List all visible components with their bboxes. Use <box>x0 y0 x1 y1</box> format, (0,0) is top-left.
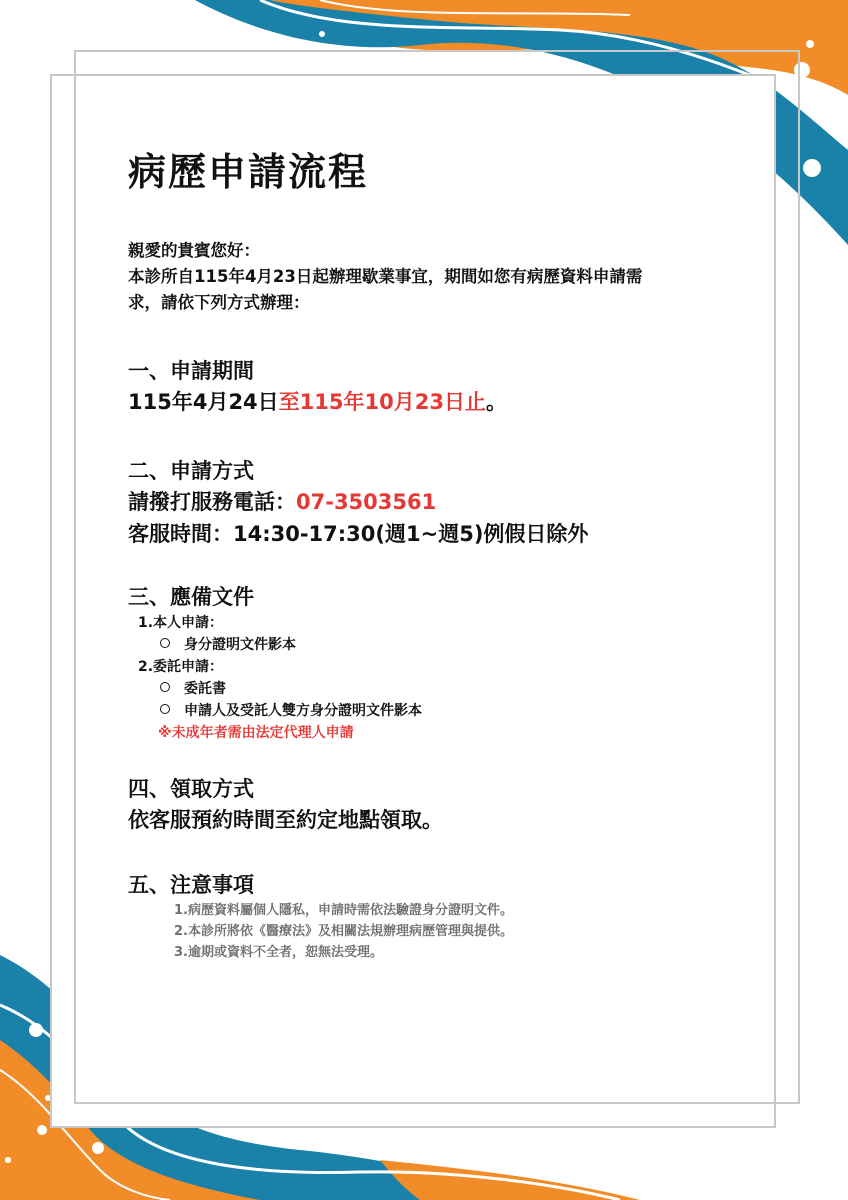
top-dot <box>319 31 325 37</box>
greeting-line-2: 求，請依下列方式辦理： <box>128 292 310 312</box>
period-start: 115年4月24日 <box>128 389 279 414</box>
section-period-heading: 一、申請期間 <box>128 358 254 383</box>
bottom-dot <box>5 1157 11 1163</box>
note-item: 2.本診所將依《醫療法》及相關法規辦理病歷管理與提供。 <box>174 923 513 939</box>
phone-number[interactable]: 07-3503561 <box>296 489 437 514</box>
list-item: 委託書 <box>128 678 748 700</box>
note-item: 1.病歷資料屬個人隱私，申請時需依法驗證身分證明文件。 <box>174 902 513 918</box>
top-dot <box>803 159 821 177</box>
section-notes <box>128 870 748 963</box>
pickup-text: 依客服預約時間至約定地點領取。 <box>128 807 443 832</box>
self-application-label: 1.本人申請： <box>138 614 224 631</box>
bottom-dot <box>37 1125 47 1135</box>
section-method <box>128 456 748 550</box>
section-period <box>128 356 748 418</box>
bottom-dot <box>29 1023 43 1037</box>
circle-bullet-icon <box>160 704 170 714</box>
circle-bullet-icon <box>160 638 170 648</box>
section-notes-heading: 五、注意事項 <box>128 872 254 897</box>
section-documents-heading: 三、應備文件 <box>128 584 254 609</box>
bottom-dot <box>92 1142 104 1154</box>
greeting <box>128 238 748 316</box>
top-dot <box>806 40 814 48</box>
period-dates <box>128 386 748 418</box>
list-item: 申請人及受託人雙方身分證明文件影本 <box>128 700 748 722</box>
greeting-line-1: 本診所自115年4月23日起辦理歇業事宜，期間如您有病歷資料申請需 <box>128 266 643 286</box>
circle-bullet-icon <box>160 682 170 692</box>
document-content <box>128 150 748 963</box>
period-suffix: 。 <box>485 389 507 414</box>
proxy-application-label: 2.委託申請： <box>138 658 224 675</box>
period-end: 至115年10月23日止 <box>278 389 486 414</box>
page-title: 病歷申請流程 <box>128 150 369 194</box>
list-item: 身分證明文件影本 <box>128 634 748 656</box>
section-documents <box>128 582 748 744</box>
section-pickup <box>128 774 748 836</box>
service-hours: 客服時間：14:30-17:30(週1~週5)例假日除外 <box>128 521 589 546</box>
section-pickup-heading: 四、領取方式 <box>128 776 254 801</box>
phone-line <box>128 486 748 518</box>
minor-note: ※未成年者需由法定代理人申請 <box>158 724 354 741</box>
bottom-dot <box>463 1135 477 1149</box>
greeting-salutation: 親愛的貴賓您好： <box>128 240 260 260</box>
note-item: 3.逾期或資料不全者，恕無法受理。 <box>174 944 383 960</box>
phone-label: 請撥打服務電話： <box>128 489 296 514</box>
section-method-heading: 二、申請方式 <box>128 458 254 483</box>
